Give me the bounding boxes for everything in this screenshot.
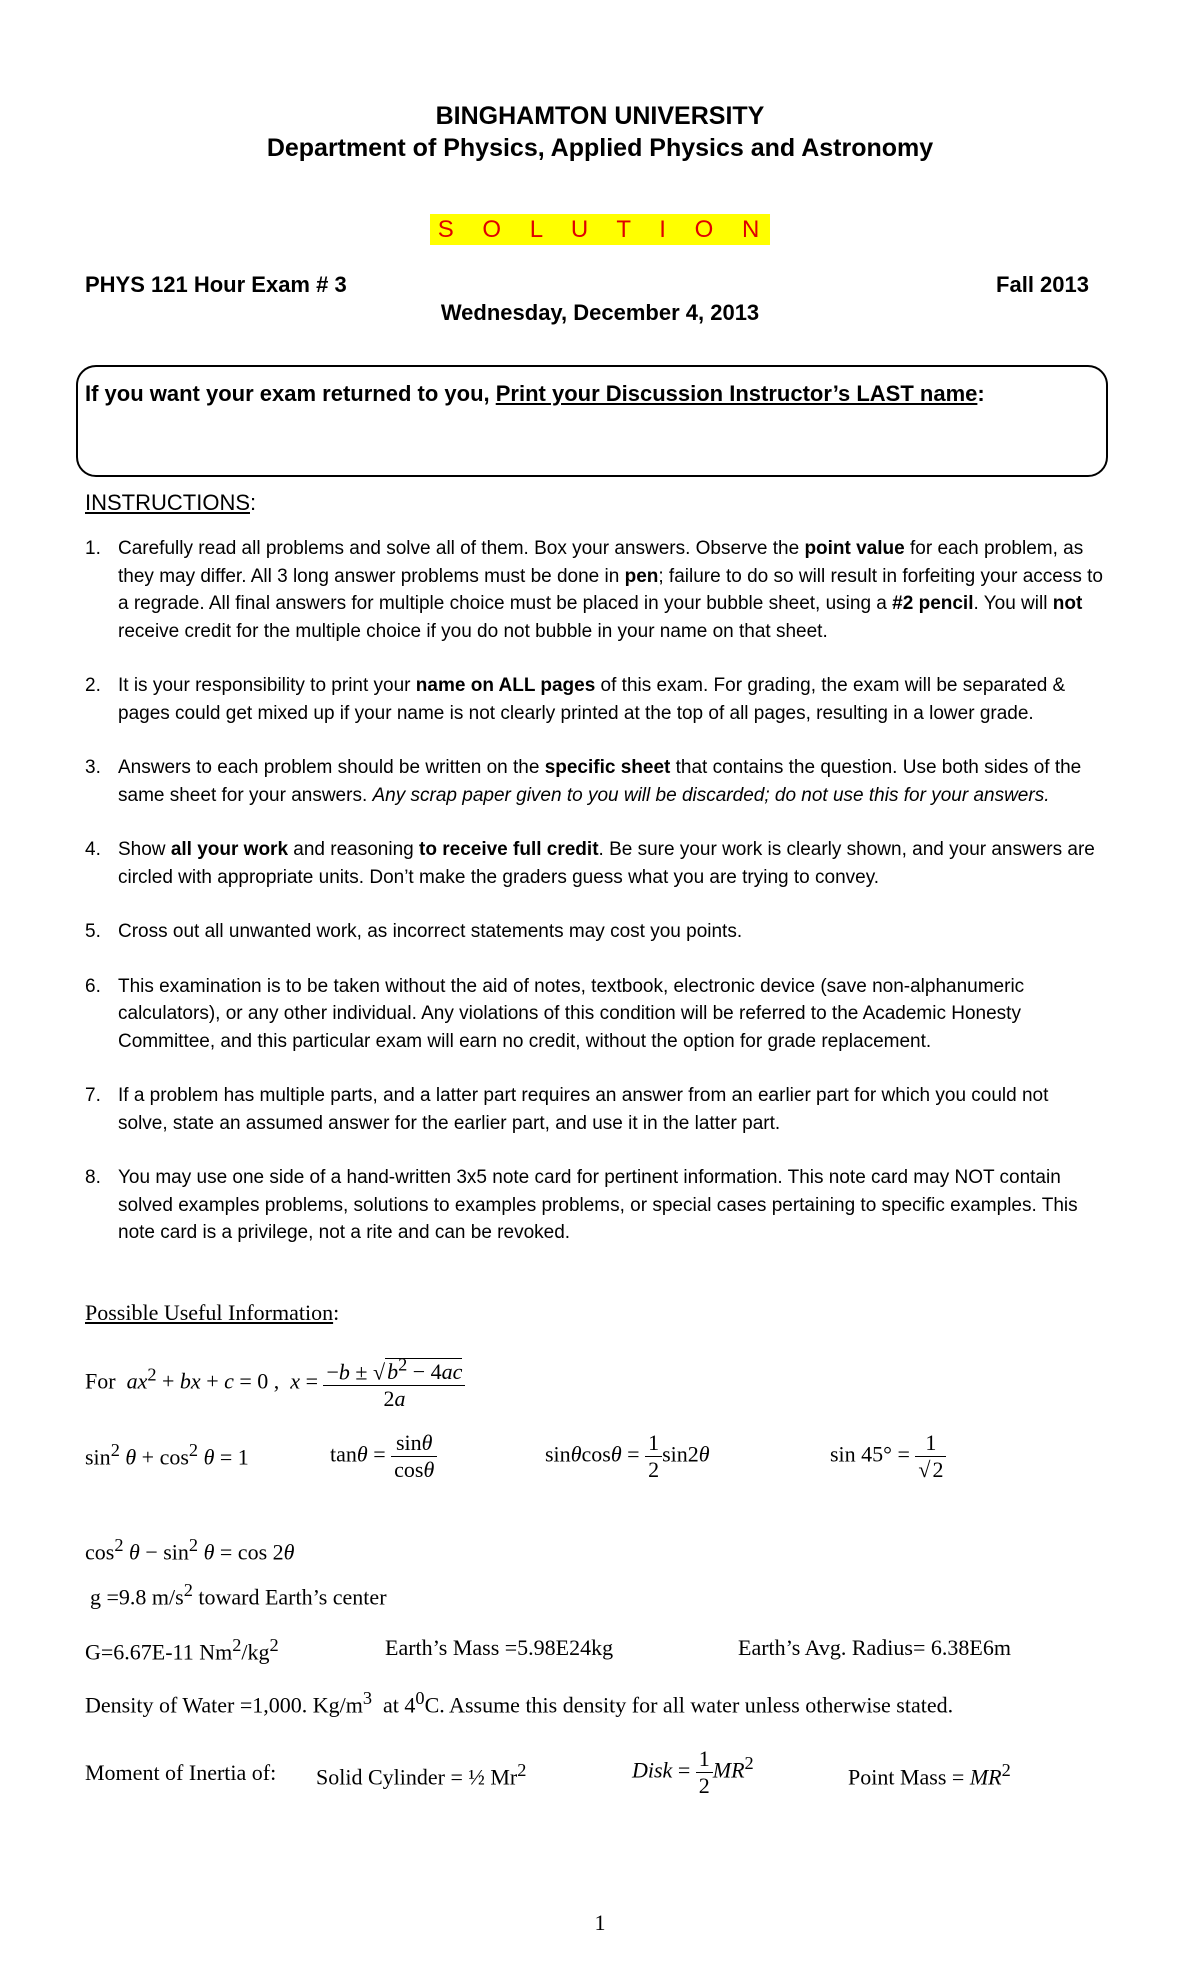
- G-unit: /kg: [241, 1639, 270, 1665]
- university-title: BINGHAMTON UNIVERSITY: [435, 102, 765, 130]
- instruction-item: [85, 754, 1103, 809]
- instruction-text: for each problem, as they may differ. All 3 long answer problems must be done in: [118, 538, 1084, 587]
- term-label: Fall 2013: [996, 272, 1089, 297]
- sin45-identity: sin 45° = $\frac{1}{√2}$: [830, 1430, 946, 1483]
- instruction-number: 3.: [85, 757, 101, 778]
- instructions-heading: [85, 490, 256, 516]
- point-mass-label: Point Mass: [848, 1764, 947, 1790]
- instruction-text: ; failure to do so will result in forfeiting your access to a regrade. All final answers for multiple choice must be placed in your bubble sheet, using a: [118, 565, 1103, 614]
- instruction-text: receive credit for the multiple choice if you do not bubble in your name on that sheet.: [118, 620, 828, 642]
- instruction-bold: name on ALL pages: [415, 675, 596, 696]
- instructions-heading-colon: :: [250, 490, 257, 515]
- instructions-heading-text: INSTRUCTIONS: [85, 490, 250, 515]
- instruction-number: 7.: [85, 1085, 101, 1106]
- solution-label: S O L U T I O N: [430, 214, 771, 245]
- gravity-info: [90, 1580, 387, 1610]
- G-exponent-1: 2: [232, 1635, 242, 1655]
- instructor-prompt-emphasis: Print your Discussion Instructor’s LAST name: [495, 381, 978, 406]
- solid-cylinder-text: Solid Cylinder = ½ Mr: [316, 1764, 518, 1790]
- earth-mass: Earth’s Mass =5.98E24kg: [385, 1635, 614, 1660]
- double-angle-identity: sinθcosθ = $\frac{1}{2}$ sin2θ: [545, 1430, 710, 1482]
- instruction-item: [85, 535, 1103, 645]
- tangent-identity: tanθ = $\frac{\sin\theta}{\cos\theta}$: [330, 1430, 437, 1483]
- instructor-box-prompt: [85, 381, 985, 407]
- density-exponent: 3: [362, 1688, 373, 1708]
- instruction-italic: Any scrap paper given to you will be discarded; do not use this for your answers.: [372, 784, 1050, 806]
- disk-inertia: Disk = $\frac{1}{2}$ $MR^2$: [632, 1746, 754, 1798]
- course-label: PHYS 121 Hour Exam # 3: [85, 272, 347, 297]
- useful-info-heading-text: Possible Useful Information: [85, 1300, 334, 1325]
- solid-cylinder-inertia: [316, 1760, 526, 1790]
- quadratic-formula: For $ax^2$ + bx + c = 0 , x = $\frac{-b \pm √b^2 - 4ac}{2a}$: [85, 1355, 465, 1412]
- cos-double-angle: $\cos^2 \theta - \sin^2 \theta = \cos 2\theta$: [85, 1535, 295, 1565]
- instruction-text: . You will: [973, 593, 1053, 614]
- instruction-text: that contains the question. Use both sides of the same sheet for your answers.: [118, 757, 1082, 806]
- density-note: C. Assume this density for all water unless otherwise stated.: [424, 1692, 954, 1718]
- instruction-text: Answers to each problem should be written on the: [118, 757, 545, 778]
- instruction-bold: pen: [624, 565, 659, 587]
- instruction-item: [85, 1164, 1103, 1247]
- instruction-number: 4.: [85, 839, 101, 860]
- earth-radius: Earth’s Avg. Radius= 6.38E6m: [738, 1635, 1011, 1660]
- instruction-text: Show: [118, 839, 171, 860]
- instruction-number: 2.: [85, 675, 101, 696]
- point-mass-inertia: Point Mass = $MR^2$: [848, 1760, 1011, 1790]
- instruction-item: [85, 836, 1103, 891]
- instruction-text: You may use one side of a hand-written 3x5 note card for pertinent information. This note card may NOT contain solved examples problems, solutions to examples problems, or special cases pertaining to specific examples. This note card is a privilege, not a rite and can be revoked.: [118, 1167, 1078, 1243]
- gravitational-constant: [85, 1635, 279, 1665]
- density-text: Density of Water =1,000. Kg/m: [85, 1692, 363, 1718]
- G-exponent-2: 2: [269, 1635, 279, 1655]
- exam-info-row: [85, 272, 1089, 298]
- moment-of-inertia-label: Moment of Inertia of:: [85, 1760, 277, 1785]
- instruction-bold: point value: [804, 538, 905, 559]
- g-exponent: 2: [183, 1580, 193, 1600]
- page-number: 1: [594, 1910, 606, 1935]
- instruction-bold: to receive full credit: [419, 839, 599, 860]
- instruction-text: It is your responsibility to print your: [118, 675, 416, 696]
- useful-info-heading-colon: :: [333, 1300, 340, 1325]
- instruction-bold: not: [1052, 593, 1083, 614]
- instruction-text: and reasoning: [288, 839, 420, 860]
- pythagorean-identity: $\sin^2 \theta + \cos^2 \theta = 1$: [85, 1440, 249, 1470]
- instruction-bold: all your work: [170, 839, 289, 860]
- instructor-prompt-suffix: :: [977, 381, 985, 406]
- instruction-text: Carefully read all problems and solve all of them. Box your answers. Observe the: [118, 538, 805, 559]
- instruction-item: [85, 1082, 1103, 1137]
- instruction-text: Cross out all unwanted work, as incorrect statements may cost you points.: [118, 921, 743, 942]
- solid-cylinder-exponent: 2: [517, 1760, 527, 1780]
- g-value: g =9.8 m/s: [90, 1584, 184, 1610]
- water-density: [85, 1688, 953, 1718]
- instruction-number: 8.: [85, 1167, 101, 1188]
- instruction-item: [85, 672, 1103, 727]
- instruction-item: [85, 973, 1103, 1056]
- instructions-list: [85, 535, 1103, 1274]
- quadratic-for-label: For: [85, 1368, 116, 1394]
- instruction-text: This examination is to be taken without the aid of notes, textbook, electronic device (save non-alphanumeric calculators), or any other individual. Any violations of this condition will be referred to the Academic Honesty Committee, and this particular exam will earn no credit, without the option for grade replacement.: [118, 975, 1025, 1052]
- instruction-number: 5.: [85, 921, 101, 942]
- instruction-number: 6.: [85, 975, 101, 997]
- instruction-bold: specific sheet: [544, 757, 671, 778]
- density-degree: 0: [415, 1688, 425, 1708]
- disk-label: Disk: [632, 1757, 673, 1783]
- instruction-bold: #2 pencil: [892, 593, 974, 614]
- useful-info-heading: [85, 1300, 339, 1326]
- instruction-text: of this exam. For grading, the exam will be separated & pages could get mixed up if your name is not clearly printed at the top of all pages, resulting in a lower grade.: [118, 675, 1066, 724]
- solution-banner: [0, 216, 1200, 244]
- exam-date: Wednesday, December 4, 2013: [440, 300, 760, 325]
- density-temp: at 4: [372, 1692, 416, 1718]
- instruction-text: If a problem has multiple parts, and a latter part requires an answer from an earlier part for which you could not solve, state an assumed answer for the earlier part, and use it in the latter part.: [118, 1085, 1049, 1134]
- instruction-text: . Be sure your work is clearly shown, and your answers are circled with appropriate units. Don’t make the graders guess what you are trying to convey.: [118, 839, 1095, 888]
- instruction-item: [85, 918, 1103, 946]
- G-value: G=6.67E-11 Nm: [85, 1639, 233, 1665]
- g-direction: toward Earth’s center: [198, 1584, 387, 1610]
- instructor-prompt-prefix: If you want your exam returned to you,: [85, 381, 496, 406]
- department-title: Department of Physics, Applied Physics and Astronomy: [266, 134, 934, 162]
- instruction-number: 1.: [85, 538, 101, 559]
